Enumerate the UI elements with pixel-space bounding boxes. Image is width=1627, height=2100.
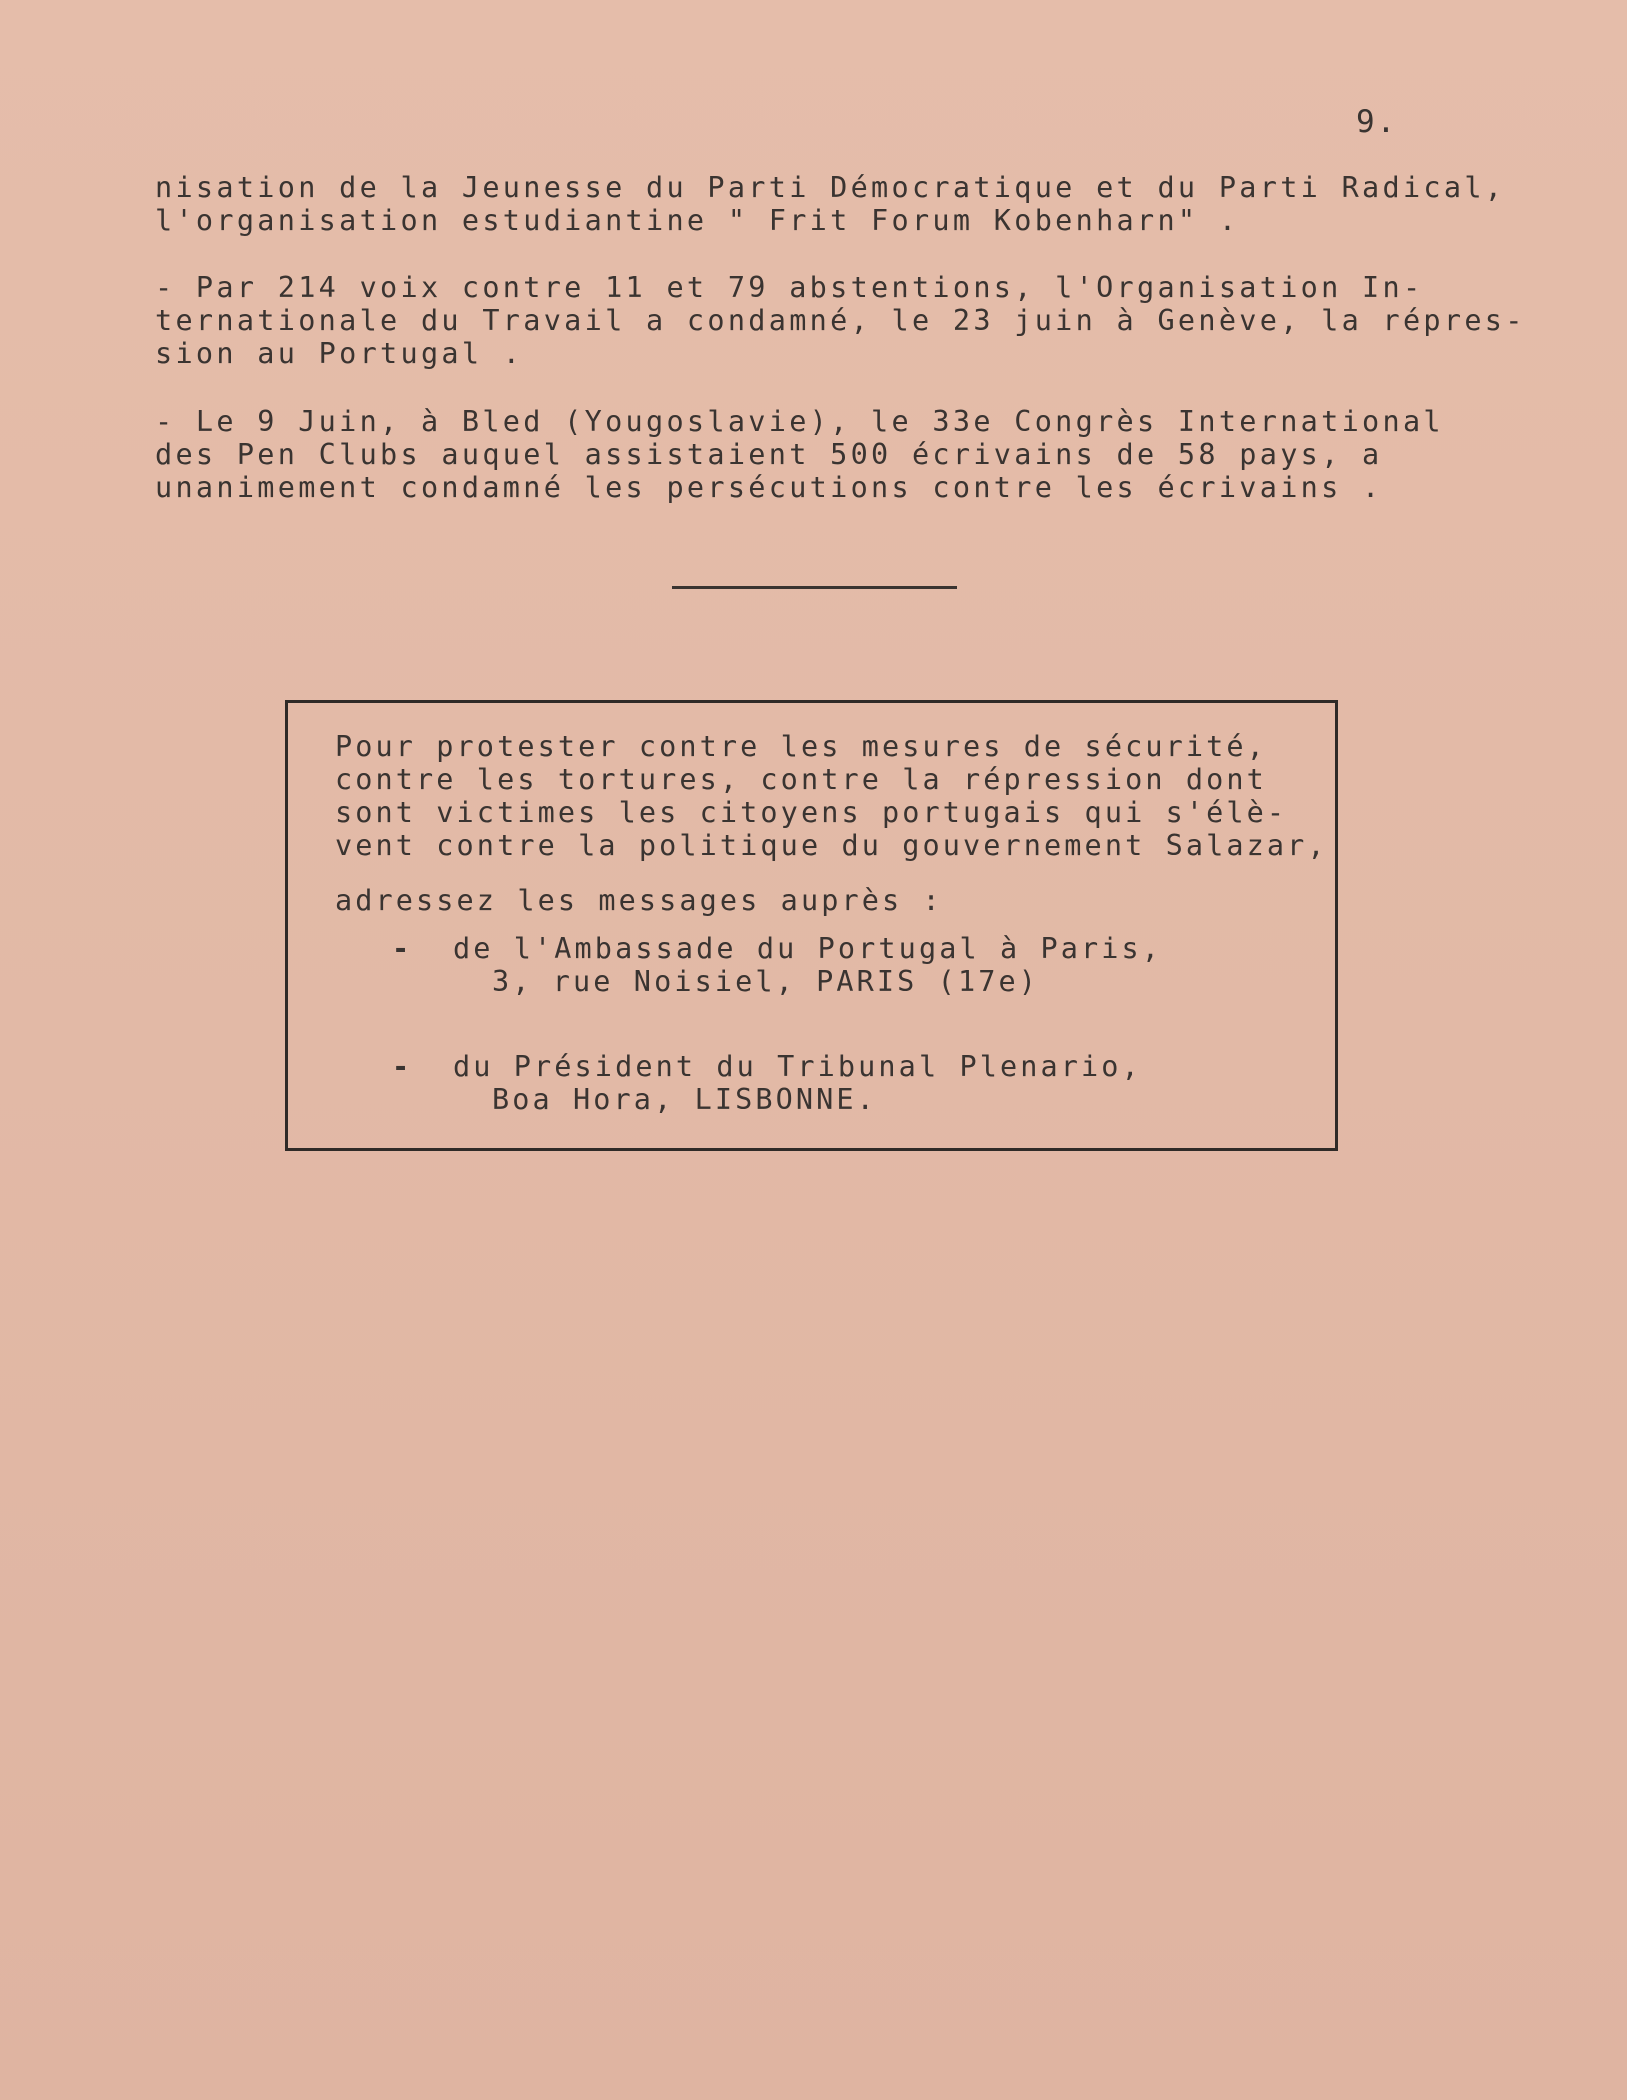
notice-line: Pour protester contre les mesures de sécurité,: [335, 730, 1267, 763]
section-divider: [672, 586, 957, 589]
address-tribunal-line-1: du Président du Tribunal Plenario,: [453, 1050, 1142, 1083]
text-line: nisation de la Jeunesse du Parti Démocratique et du Parti Radical,: [155, 171, 1506, 204]
bullet-dash: -: [392, 1050, 410, 1083]
page-number: 9.: [1356, 104, 1398, 140]
text-line: unanimement condamné les persécutions contre les écrivains .: [155, 471, 1383, 504]
paragraph-continuation: [155, 171, 1505, 237]
text-line: l'organisation estudiantine " Frit Forum Kobenharn" .: [155, 204, 1240, 237]
address-tribunal-line-2: Boa Hora, LISBONNE.: [492, 1083, 877, 1116]
text-line: - Par 214 voix contre 11 et 79 abstentions, l'Organisation In-: [155, 271, 1424, 304]
text-line: - Le 9 Juin, à Bled (Yougoslavie), le 33e Congrès International: [155, 405, 1444, 438]
text-line: des Pen Clubs auquel assistaient 500 écrivains de 58 pays, a: [155, 438, 1383, 471]
paragraph-ilo-vote: [155, 271, 1526, 370]
address-embassy-line-2: 3, rue Noisiel, PARIS (17e): [492, 965, 1039, 998]
notice-line: vent contre la politique du gouvernement Salazar,: [335, 829, 1328, 862]
address-embassy-line-1: de l'Ambassade du Portugal à Paris,: [453, 932, 1163, 965]
text-line: ternationale du Travail a condamné, le 23 juin à Genève, la répres-: [155, 304, 1526, 337]
paragraph-pen-clubs: [155, 405, 1444, 504]
instruction-line: adressez les messages auprès :: [335, 884, 943, 917]
notice-instruction: [335, 884, 943, 917]
notice-intro: [335, 730, 1328, 862]
notice-line: contre les tortures, contre la répression dont: [335, 763, 1267, 796]
text-line: sion au Portugal .: [155, 337, 524, 370]
notice-line: sont victimes les citoyens portugais qui s'élè-: [335, 796, 1288, 829]
bullet-dash: -: [392, 932, 410, 965]
